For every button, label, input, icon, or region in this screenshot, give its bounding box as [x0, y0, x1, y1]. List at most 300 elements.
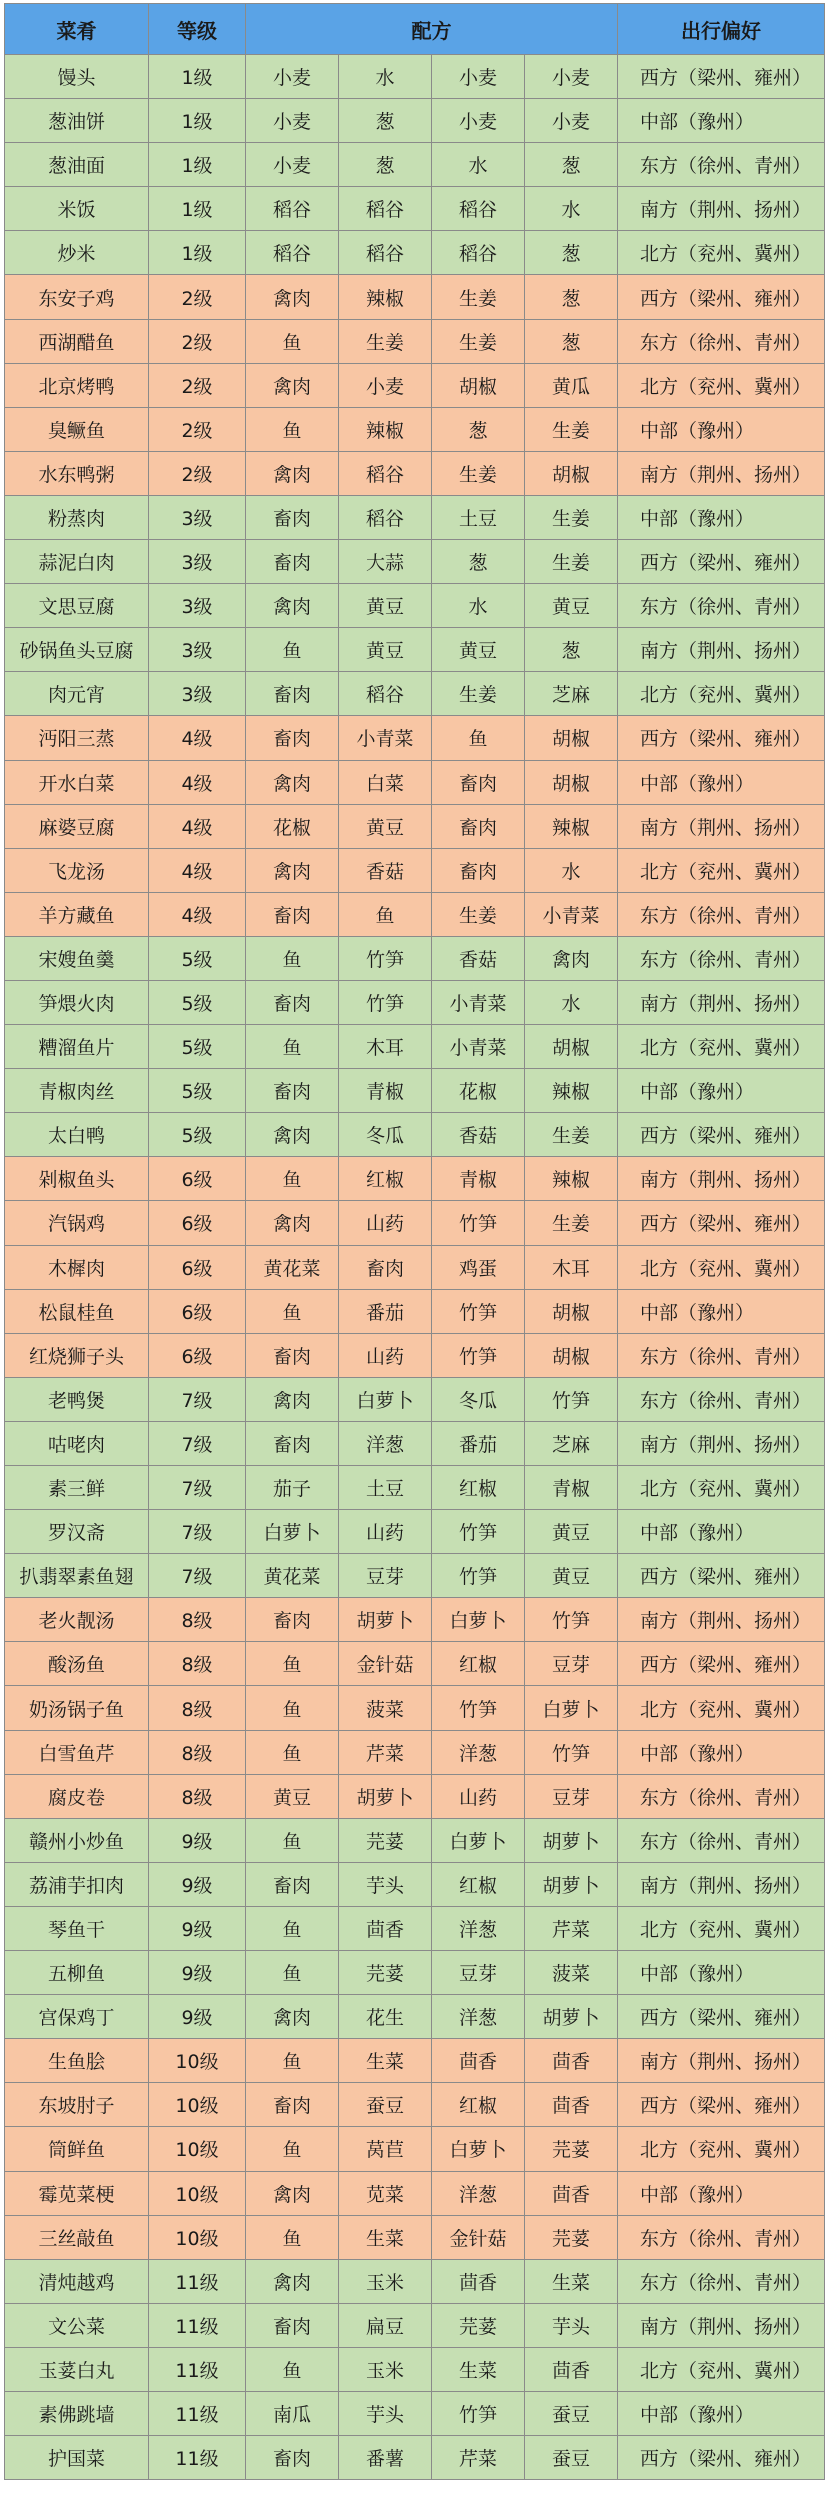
ingredient-cell: 鱼 — [246, 2347, 339, 2391]
ingredient-cell: 畜肉 — [246, 1069, 339, 1113]
table-body — [5, 55, 825, 2480]
dish-cell: 三丝敲鱼 — [5, 2215, 149, 2259]
ingredient-cell: 白萝卜 — [246, 1510, 339, 1554]
ingredient-cell: 辣椒 — [339, 275, 432, 319]
dish-cell: 罗汉斋 — [5, 1510, 149, 1554]
ingredient-cell: 禽肉 — [246, 451, 339, 495]
ingredient-cell: 竹笋 — [432, 1333, 525, 1377]
ingredient-cell: 豆芽 — [432, 1951, 525, 1995]
table-row — [5, 1818, 825, 1862]
ingredient-cell: 芫荽 — [339, 1951, 432, 1995]
dish-cell: 臭鳜鱼 — [5, 407, 149, 451]
ingredient-cell: 生菜 — [339, 2215, 432, 2259]
ingredient-cell: 菠菜 — [525, 1951, 618, 1995]
region-cell: 东方（徐州、青州） — [618, 584, 825, 628]
level-cell: 3级 — [149, 672, 246, 716]
ingredient-cell: 大蒜 — [339, 540, 432, 584]
table-row — [5, 1554, 825, 1598]
level-cell: 2级 — [149, 363, 246, 407]
dish-cell: 沔阳三蒸 — [5, 716, 149, 760]
dish-cell: 西湖醋鱼 — [5, 319, 149, 363]
ingredient-cell: 玉米 — [339, 2259, 432, 2303]
ingredient-cell: 鱼 — [246, 936, 339, 980]
level-cell: 3级 — [149, 540, 246, 584]
ingredient-cell: 稻谷 — [432, 231, 525, 275]
ingredient-cell: 竹笋 — [432, 1686, 525, 1730]
level-cell: 11级 — [149, 2347, 246, 2391]
ingredient-cell: 稻谷 — [246, 231, 339, 275]
level-cell: 4级 — [149, 716, 246, 760]
ingredient-cell: 白萝卜 — [339, 1377, 432, 1421]
table-row — [5, 540, 825, 584]
dish-cell: 文公菜 — [5, 2303, 149, 2347]
table-row — [5, 1906, 825, 1950]
dish-cell: 羊方藏鱼 — [5, 892, 149, 936]
ingredient-cell: 小麦 — [525, 99, 618, 143]
ingredient-cell: 畜肉 — [246, 1862, 339, 1906]
ingredient-cell: 竹笋 — [525, 1377, 618, 1421]
level-cell: 7级 — [149, 1554, 246, 1598]
ingredient-cell: 生姜 — [525, 1201, 618, 1245]
table-row — [5, 1510, 825, 1554]
table-row — [5, 2347, 825, 2391]
level-cell: 2级 — [149, 319, 246, 363]
table-row — [5, 1245, 825, 1289]
region-cell: 北方（兖州、冀州） — [618, 231, 825, 275]
table-row — [5, 936, 825, 980]
ingredient-cell: 鱼 — [246, 1157, 339, 1201]
level-cell: 9级 — [149, 1906, 246, 1950]
region-cell: 西方（梁州、雍州） — [618, 55, 825, 99]
ingredient-cell: 生姜 — [525, 407, 618, 451]
ingredient-cell: 鱼 — [432, 716, 525, 760]
ingredient-cell: 芹菜 — [525, 1906, 618, 1950]
ingredient-cell: 茴香 — [525, 2083, 618, 2127]
ingredient-cell: 水 — [339, 55, 432, 99]
level-cell: 5级 — [149, 980, 246, 1024]
ingredient-cell: 禽肉 — [246, 760, 339, 804]
level-cell: 3级 — [149, 628, 246, 672]
table-row — [5, 99, 825, 143]
table-row — [5, 2259, 825, 2303]
level-cell: 7级 — [149, 1510, 246, 1554]
level-cell: 8级 — [149, 1774, 246, 1818]
table-header — [5, 4, 825, 55]
dish-cell: 米饭 — [5, 187, 149, 231]
dish-cell: 笋煨火肉 — [5, 980, 149, 1024]
dish-cell: 五柳鱼 — [5, 1951, 149, 1995]
dish-cell: 飞龙汤 — [5, 848, 149, 892]
region-cell: 北方（兖州、冀州） — [618, 672, 825, 716]
region-cell: 南方（荆州、扬州） — [618, 2303, 825, 2347]
region-cell: 中部（豫州） — [618, 1289, 825, 1333]
ingredient-cell: 葱 — [525, 143, 618, 187]
table-row — [5, 1730, 825, 1774]
level-cell: 4级 — [149, 848, 246, 892]
ingredient-cell: 畜肉 — [246, 716, 339, 760]
ingredient-cell: 蚕豆 — [339, 2083, 432, 2127]
dish-cell: 宋嫂鱼羹 — [5, 936, 149, 980]
ingredient-cell: 芋头 — [525, 2303, 618, 2347]
dish-cell: 文思豆腐 — [5, 584, 149, 628]
ingredient-cell: 鱼 — [246, 407, 339, 451]
ingredient-cell: 金针菇 — [432, 2215, 525, 2259]
ingredient-cell: 苋菜 — [339, 2171, 432, 2215]
ingredient-cell: 红椒 — [432, 1862, 525, 1906]
header-recipe: 配方 — [246, 4, 618, 55]
table-row — [5, 1025, 825, 1069]
dish-cell: 荔浦芋扣肉 — [5, 1862, 149, 1906]
ingredient-cell: 茴香 — [525, 2039, 618, 2083]
ingredient-cell: 香菇 — [432, 936, 525, 980]
ingredient-cell: 畜肉 — [432, 760, 525, 804]
ingredient-cell: 山药 — [339, 1201, 432, 1245]
level-cell: 6级 — [149, 1289, 246, 1333]
ingredient-cell: 禽肉 — [246, 1201, 339, 1245]
ingredient-cell: 茴香 — [432, 2039, 525, 2083]
ingredient-cell: 胡萝卜 — [339, 1774, 432, 1818]
ingredient-cell: 青椒 — [432, 1157, 525, 1201]
ingredient-cell: 生姜 — [432, 892, 525, 936]
ingredient-cell: 木耳 — [339, 1025, 432, 1069]
ingredient-cell: 畜肉 — [246, 2083, 339, 2127]
ingredient-cell: 芫荽 — [525, 2127, 618, 2171]
ingredient-cell: 生菜 — [525, 2259, 618, 2303]
level-cell: 1级 — [149, 55, 246, 99]
ingredient-cell: 青椒 — [525, 1466, 618, 1510]
dish-cell: 蒜泥白肉 — [5, 540, 149, 584]
ingredient-cell: 葱 — [339, 143, 432, 187]
ingredient-cell: 水 — [525, 980, 618, 1024]
ingredient-cell: 禽肉 — [246, 2259, 339, 2303]
ingredient-cell: 水 — [525, 848, 618, 892]
region-cell: 东方（徐州、青州） — [618, 319, 825, 363]
ingredient-cell: 稻谷 — [339, 672, 432, 716]
region-cell: 北方（兖州、冀州） — [618, 1906, 825, 1950]
ingredient-cell: 竹笋 — [432, 1510, 525, 1554]
ingredient-cell: 小麦 — [525, 55, 618, 99]
ingredient-cell: 水 — [432, 143, 525, 187]
dish-cell: 咕咾肉 — [5, 1421, 149, 1465]
ingredient-cell: 芋头 — [339, 1862, 432, 1906]
level-cell: 5级 — [149, 1113, 246, 1157]
ingredient-cell: 竹笋 — [525, 1730, 618, 1774]
ingredient-cell: 鱼 — [246, 2215, 339, 2259]
header-row — [5, 4, 825, 55]
region-cell: 东方（徐州、青州） — [618, 143, 825, 187]
ingredient-cell: 芫荽 — [432, 2303, 525, 2347]
dish-cell: 红烧狮子头 — [5, 1333, 149, 1377]
dish-cell: 护国菜 — [5, 2436, 149, 2480]
ingredient-cell: 黄花菜 — [246, 1554, 339, 1598]
ingredient-cell: 辣椒 — [525, 1069, 618, 1113]
region-cell: 西方（梁州、雍州） — [618, 1201, 825, 1245]
ingredient-cell: 芝麻 — [525, 1421, 618, 1465]
ingredient-cell: 禽肉 — [246, 1113, 339, 1157]
ingredient-cell: 鱼 — [246, 1818, 339, 1862]
region-cell: 中部（豫州） — [618, 407, 825, 451]
ingredient-cell: 胡椒 — [525, 1025, 618, 1069]
table-row — [5, 584, 825, 628]
ingredient-cell: 畜肉 — [246, 892, 339, 936]
ingredient-cell: 芝麻 — [525, 672, 618, 716]
region-cell: 北方（兖州、冀州） — [618, 1686, 825, 1730]
table-row — [5, 2171, 825, 2215]
table-row — [5, 2083, 825, 2127]
ingredient-cell: 香菇 — [339, 848, 432, 892]
ingredient-cell: 冬瓜 — [432, 1377, 525, 1421]
ingredient-cell: 芋头 — [339, 2391, 432, 2435]
level-cell: 7级 — [149, 1421, 246, 1465]
ingredient-cell: 鱼 — [246, 1906, 339, 1950]
dish-cell: 老火靓汤 — [5, 1598, 149, 1642]
ingredient-cell: 木耳 — [525, 1245, 618, 1289]
ingredient-cell: 畜肉 — [246, 1421, 339, 1465]
ingredient-cell: 生姜 — [525, 1113, 618, 1157]
level-cell: 1级 — [149, 187, 246, 231]
level-cell: 9级 — [149, 1995, 246, 2039]
ingredient-cell: 胡椒 — [525, 716, 618, 760]
ingredient-cell: 畜肉 — [246, 2436, 339, 2480]
ingredient-cell: 金针菇 — [339, 1642, 432, 1686]
table-row — [5, 980, 825, 1024]
table-row — [5, 1069, 825, 1113]
table-row — [5, 1686, 825, 1730]
ingredient-cell: 生姜 — [432, 451, 525, 495]
level-cell: 5级 — [149, 1025, 246, 1069]
region-cell: 中部（豫州） — [618, 1510, 825, 1554]
ingredient-cell: 葱 — [525, 628, 618, 672]
table-row — [5, 1466, 825, 1510]
table-row — [5, 672, 825, 716]
table-row — [5, 804, 825, 848]
ingredient-cell: 葱 — [525, 319, 618, 363]
level-cell: 7级 — [149, 1377, 246, 1421]
ingredient-cell: 胡椒 — [432, 363, 525, 407]
ingredient-cell: 青椒 — [339, 1069, 432, 1113]
ingredient-cell: 鱼 — [246, 628, 339, 672]
ingredient-cell: 洋葱 — [432, 1995, 525, 2039]
ingredient-cell: 红椒 — [432, 2083, 525, 2127]
table-row — [5, 2391, 825, 2435]
ingredient-cell: 莴苣 — [339, 2127, 432, 2171]
ingredient-cell: 畜肉 — [246, 980, 339, 1024]
ingredient-cell: 番茄 — [432, 1421, 525, 1465]
ingredient-cell: 竹笋 — [339, 980, 432, 1024]
ingredient-cell: 黄豆 — [432, 628, 525, 672]
ingredient-cell: 胡椒 — [525, 1333, 618, 1377]
region-cell: 中部（豫州） — [618, 99, 825, 143]
level-cell: 5级 — [149, 1069, 246, 1113]
table-row — [5, 760, 825, 804]
level-cell: 9级 — [149, 1951, 246, 1995]
ingredient-cell: 鱼 — [246, 2039, 339, 2083]
table-row — [5, 848, 825, 892]
dish-cell: 宫保鸡丁 — [5, 1995, 149, 2039]
level-cell: 9级 — [149, 1818, 246, 1862]
region-cell: 中部（豫州） — [618, 1069, 825, 1113]
level-cell: 8级 — [149, 1598, 246, 1642]
table-row — [5, 275, 825, 319]
level-cell: 11级 — [149, 2303, 246, 2347]
table-row — [5, 1289, 825, 1333]
dish-cell: 松鼠桂鱼 — [5, 1289, 149, 1333]
region-cell: 西方（梁州、雍州） — [618, 540, 825, 584]
table-row — [5, 2303, 825, 2347]
ingredient-cell: 白菜 — [339, 760, 432, 804]
ingredient-cell: 小麦 — [339, 363, 432, 407]
region-cell: 南方（荆州、扬州） — [618, 451, 825, 495]
region-cell: 西方（梁州、雍州） — [618, 1642, 825, 1686]
ingredient-cell: 畜肉 — [246, 2303, 339, 2347]
ingredient-cell: 水 — [432, 584, 525, 628]
ingredient-cell: 竹笋 — [432, 1554, 525, 1598]
region-cell: 西方（梁州、雍州） — [618, 716, 825, 760]
dish-cell: 琴鱼干 — [5, 1906, 149, 1950]
ingredient-cell: 红椒 — [432, 1466, 525, 1510]
table-row — [5, 55, 825, 99]
ingredient-cell: 竹笋 — [432, 1201, 525, 1245]
ingredient-cell: 红椒 — [432, 1642, 525, 1686]
dish-cell: 老鸭煲 — [5, 1377, 149, 1421]
ingredient-cell: 白萝卜 — [432, 1818, 525, 1862]
region-cell: 北方（兖州、冀州） — [618, 848, 825, 892]
region-cell: 南方（荆州、扬州） — [618, 628, 825, 672]
ingredient-cell: 小青菜 — [432, 980, 525, 1024]
level-cell: 9级 — [149, 1862, 246, 1906]
level-cell: 4级 — [149, 760, 246, 804]
ingredient-cell: 小麦 — [246, 55, 339, 99]
ingredient-cell: 鱼 — [339, 892, 432, 936]
table-row — [5, 143, 825, 187]
dish-cell: 酸汤鱼 — [5, 1642, 149, 1686]
region-cell: 东方（徐州、青州） — [618, 1818, 825, 1862]
ingredient-cell: 小青菜 — [339, 716, 432, 760]
region-cell: 北方（兖州、冀州） — [618, 2347, 825, 2391]
region-cell: 北方（兖州、冀州） — [618, 2127, 825, 2171]
ingredient-cell: 土豆 — [339, 1466, 432, 1510]
level-cell: 3级 — [149, 584, 246, 628]
dish-cell: 腐皮卷 — [5, 1774, 149, 1818]
ingredient-cell: 鱼 — [246, 1289, 339, 1333]
ingredient-cell: 辣椒 — [525, 804, 618, 848]
ingredient-cell: 茴香 — [525, 2347, 618, 2391]
dish-cell: 太白鸭 — [5, 1113, 149, 1157]
ingredient-cell: 蚕豆 — [525, 2391, 618, 2435]
dish-cell: 清炖越鸡 — [5, 2259, 149, 2303]
dish-cell: 生鱼脍 — [5, 2039, 149, 2083]
ingredient-cell: 小麦 — [432, 55, 525, 99]
region-cell: 中部（豫州） — [618, 1730, 825, 1774]
region-cell: 南方（荆州、扬州） — [618, 1598, 825, 1642]
ingredient-cell: 稻谷 — [432, 187, 525, 231]
ingredient-cell: 葱 — [525, 231, 618, 275]
dish-cell: 水东鸭粥 — [5, 451, 149, 495]
ingredient-cell: 洋葱 — [432, 2171, 525, 2215]
table-row — [5, 2436, 825, 2480]
dish-cell: 汽锅鸡 — [5, 1201, 149, 1245]
level-cell: 6级 — [149, 1333, 246, 1377]
ingredient-cell: 芫荽 — [339, 1818, 432, 1862]
ingredient-cell: 蚕豆 — [525, 2436, 618, 2480]
dish-cell: 开水白菜 — [5, 760, 149, 804]
ingredient-cell: 黄豆 — [525, 1554, 618, 1598]
ingredient-cell: 胡萝卜 — [525, 1862, 618, 1906]
ingredient-cell: 黄豆 — [339, 628, 432, 672]
dish-cell: 肉元宵 — [5, 672, 149, 716]
ingredient-cell: 菠菜 — [339, 1686, 432, 1730]
ingredient-cell: 扁豆 — [339, 2303, 432, 2347]
ingredient-cell: 禽肉 — [246, 275, 339, 319]
dish-cell: 素三鲜 — [5, 1466, 149, 1510]
level-cell: 8级 — [149, 1642, 246, 1686]
level-cell: 10级 — [149, 2039, 246, 2083]
level-cell: 1级 — [149, 231, 246, 275]
ingredient-cell: 畜肉 — [246, 495, 339, 539]
level-cell: 10级 — [149, 2083, 246, 2127]
table-row — [5, 716, 825, 760]
level-cell: 7级 — [149, 1466, 246, 1510]
ingredient-cell: 山药 — [432, 1774, 525, 1818]
ingredient-cell: 小麦 — [432, 99, 525, 143]
region-cell: 北方（兖州、冀州） — [618, 1466, 825, 1510]
ingredient-cell: 禽肉 — [246, 363, 339, 407]
table-row — [5, 1598, 825, 1642]
ingredient-cell: 畜肉 — [246, 540, 339, 584]
ingredient-cell: 禽肉 — [525, 936, 618, 980]
ingredient-cell: 葱 — [432, 407, 525, 451]
level-cell: 11级 — [149, 2436, 246, 2480]
ingredient-cell: 花椒 — [246, 804, 339, 848]
table-row — [5, 495, 825, 539]
table-row — [5, 2215, 825, 2259]
region-cell: 北方（兖州、冀州） — [618, 1245, 825, 1289]
table-row — [5, 1201, 825, 1245]
ingredient-cell: 洋葱 — [432, 1730, 525, 1774]
table-row — [5, 2039, 825, 2083]
ingredient-cell: 黄豆 — [525, 1510, 618, 1554]
ingredient-cell: 葱 — [525, 275, 618, 319]
dish-cell: 炒米 — [5, 231, 149, 275]
region-cell: 东方（徐州、青州） — [618, 1333, 825, 1377]
region-cell: 中部（豫州） — [618, 1951, 825, 1995]
level-cell: 2级 — [149, 407, 246, 451]
recipe-table — [4, 3, 825, 2480]
ingredient-cell: 黄豆 — [525, 584, 618, 628]
ingredient-cell: 禽肉 — [246, 848, 339, 892]
ingredient-cell: 黄瓜 — [525, 363, 618, 407]
dish-cell: 素佛跳墙 — [5, 2391, 149, 2435]
region-cell: 中部（豫州） — [618, 495, 825, 539]
ingredient-cell: 水 — [525, 187, 618, 231]
ingredient-cell: 芹菜 — [432, 2436, 525, 2480]
region-cell: 西方（梁州、雍州） — [618, 2083, 825, 2127]
ingredient-cell: 生菜 — [432, 2347, 525, 2391]
dish-cell: 霉苋菜梗 — [5, 2171, 149, 2215]
level-cell: 8级 — [149, 1686, 246, 1730]
ingredient-cell: 南瓜 — [246, 2391, 339, 2435]
table-row — [5, 1862, 825, 1906]
region-cell: 东方（徐州、青州） — [618, 2259, 825, 2303]
dish-cell: 砂锅鱼头豆腐 — [5, 628, 149, 672]
ingredient-cell: 茄子 — [246, 1466, 339, 1510]
ingredient-cell: 豆芽 — [339, 1554, 432, 1598]
ingredient-cell: 山药 — [339, 1510, 432, 1554]
table-row — [5, 187, 825, 231]
ingredient-cell: 洋葱 — [432, 1906, 525, 1950]
level-cell: 1级 — [149, 99, 246, 143]
ingredient-cell: 花生 — [339, 1995, 432, 2039]
